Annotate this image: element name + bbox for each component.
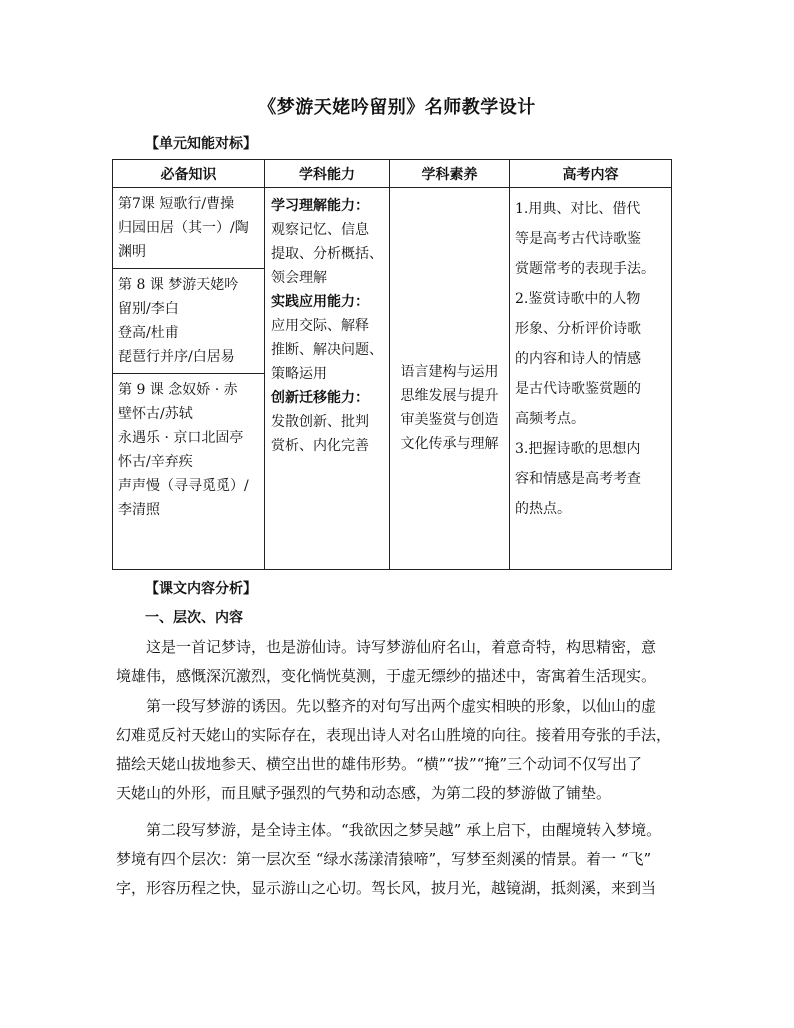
ability-line: 赏析、内化完善 — [271, 438, 369, 454]
header-literacy: 学科素养 — [390, 160, 510, 188]
knowledge-cell — [113, 188, 265, 570]
knowledge-line: 归园田居（其一）/陶 — [118, 220, 249, 236]
ability-line: 观察记忆、信息 — [271, 222, 369, 238]
paragraph-first-section — [116, 692, 676, 808]
paragraph-line: 天姥山的外形，而且赋予强烈的气势和动态感，为第二段的梦游做了铺垫。 — [116, 784, 612, 802]
knowledge-group-lesson-8 — [113, 269, 264, 374]
paragraph-line: 幻难觅反衬天姥山的实际存在，表现出诗人对名山胜境的向往。接着用夸张的手法， — [116, 726, 672, 744]
knowledge-line: 渊明 — [118, 244, 146, 260]
ability-line: 发散创新、批判 — [271, 414, 369, 430]
ability-line: 提取、分析概括、 — [271, 246, 383, 262]
literacy-line: 语言建构与运用 — [400, 363, 499, 380]
exam-line: 的内容和诗人的情感 — [515, 351, 641, 367]
exam-line: 1.用典、对比、借代 — [515, 201, 641, 217]
literacy-line: 文化传承与理解 — [400, 435, 499, 452]
knowledge-line: 李清照 — [118, 502, 160, 518]
ability-cell — [265, 188, 390, 570]
ability-line: 应用交际、解释 — [271, 318, 369, 334]
knowledge-line: 声声慢（寻寻觅觅）/ — [118, 478, 249, 494]
exam-line: 3.把握诗歌的思想内 — [515, 441, 641, 457]
knowledge-line: 永遇乐 · 京口北固亭 — [118, 430, 244, 446]
header-exam: 高考内容 — [510, 160, 672, 188]
knowledge-line: 登高/杜甫 — [118, 325, 179, 341]
exam-line: 形象、分析评价诗歌 — [515, 321, 641, 337]
exam-line: 等是高考古代诗歌鉴 — [515, 231, 641, 247]
subheading-structure: 一、层次、内容 — [145, 610, 243, 626]
table-header-row — [113, 160, 672, 188]
ability-line: 领会理解 — [271, 270, 327, 286]
literacy-line: 思维发展与提升 — [400, 387, 499, 404]
paragraph-second-section — [116, 816, 676, 903]
paragraph-line: 字，形容历程之快，显示游山之心切。驾长风，披月光，越镜湖，抵剡溪，来到当 — [116, 879, 657, 897]
exam-line: 赏题常考的表现手法。 — [515, 261, 655, 277]
knowledge-line: 怀古/辛弃疾 — [118, 454, 193, 470]
knowledge-line: 留别/李白 — [118, 301, 179, 317]
paragraph-line: 境雄伟，感慨深沉激烈，变化惝恍莫测，于虚无缥纱的描述中，寄寓着生活现实。 — [116, 667, 657, 685]
section-heading-content-analysis: 【课文内容分析】 — [145, 581, 257, 597]
header-knowledge: 必备知识 — [113, 160, 265, 188]
paragraph-line: 第一段写梦游的诱因。先以整齐的对句写出两个虚实相映的形象，以仙山的虚 — [116, 697, 657, 715]
exam-cell — [510, 188, 672, 570]
ability-line: 推断、解决问题、 — [271, 342, 383, 358]
table-row — [113, 188, 672, 570]
section-heading-unit-standards: 【单元知能对标】 — [145, 136, 257, 152]
page-title: 《梦游天姥吟留别》名师教学设计 — [258, 97, 536, 118]
paragraph-intro — [116, 633, 676, 691]
exam-line: 高频考点。 — [515, 411, 585, 427]
header-ability: 学科能力 — [265, 160, 390, 188]
exam-line: 2.鉴赏诗歌中的人物 — [515, 291, 641, 307]
ability-title: 学习理解能力： — [271, 198, 369, 214]
literacy-line: 审美鉴赏与创造 — [400, 411, 499, 428]
standards-table — [112, 159, 672, 570]
paragraph-line: 描绘天姥山拔地参天、横空出世的雄伟形势。“横”“拔”“掩”三个动词不仅写出了 — [116, 755, 643, 773]
paragraph-line: 这是一首记梦诗，也是游仙诗。诗写梦游仙府名山，着意奇特，构思精密，意 — [116, 638, 657, 656]
knowledge-line: 壁怀古/苏轼 — [118, 406, 193, 422]
literacy-cell — [390, 188, 510, 570]
ability-title: 创新迁移能力： — [271, 390, 369, 406]
ability-title: 实践应用能力： — [271, 294, 369, 310]
ability-line: 策略运用 — [271, 366, 327, 382]
paragraph-line: 梦境有四个层次：第一层次至 “绿水荡漾清猿啼”，写梦至剡溪的情景。着一 “飞” — [116, 850, 652, 868]
exam-line: 容和情感是高考考查 — [515, 471, 641, 487]
knowledge-group-lesson-7 — [113, 188, 264, 269]
exam-line: 是古代诗歌鉴赏题的 — [515, 381, 641, 397]
knowledge-group-lesson-9 — [113, 374, 264, 526]
knowledge-line: 第 9 课 念奴娇 · 赤 — [118, 382, 238, 398]
knowledge-line: 第 8 课 梦游天姥吟 — [118, 277, 239, 293]
paragraph-line: 第二段写梦游，是全诗主体。“我欲因之梦吴越” 承上启下，由醒境转入梦境。 — [116, 821, 662, 839]
exam-line: 的热点。 — [515, 501, 571, 517]
knowledge-line: 第7课 短歌行/曹操 — [118, 196, 235, 212]
knowledge-line: 琵琶行并序/白居易 — [118, 349, 235, 365]
